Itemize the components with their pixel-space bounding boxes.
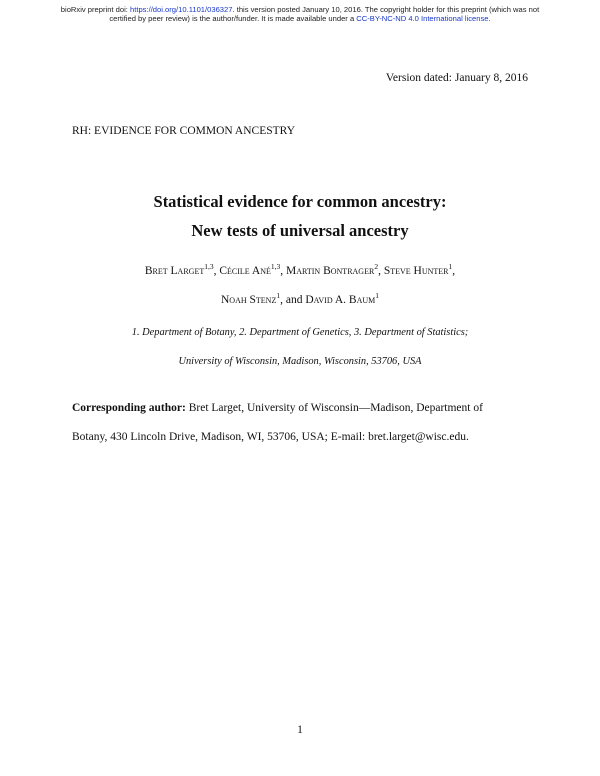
banner-line-2 bbox=[0, 14, 600, 23]
running-head: RH: EVIDENCE FOR COMMON ANCESTRY bbox=[72, 125, 295, 137]
preprint-banner bbox=[0, 5, 600, 24]
author-line-2 bbox=[0, 291, 600, 306]
author-name: David A. Baum bbox=[305, 294, 376, 306]
author-affil: 1,3 bbox=[204, 262, 214, 271]
author-name: Noah Stenz bbox=[221, 294, 277, 306]
banner-line2-suffix: . bbox=[488, 14, 491, 24]
author-line-1 bbox=[0, 262, 600, 277]
doi-link[interactable]: https://doi.org/10.1101/036327 bbox=[130, 5, 233, 14]
banner-line-1 bbox=[0, 5, 600, 14]
author-affil: 1 bbox=[448, 262, 453, 271]
author-name: Bret Larget bbox=[144, 265, 205, 277]
corresponding-author-line-2: Botany, 430 Lincoln Drive, Madison, WI, 53706, USA; E-mail: bret.larget@wisc.edu. bbox=[72, 431, 469, 443]
author-affil: 1 bbox=[375, 291, 379, 300]
author-separator: , bbox=[452, 265, 456, 277]
page-number: 1 bbox=[297, 724, 303, 736]
author-separator: , bbox=[280, 265, 287, 277]
author-separator: , bbox=[378, 265, 384, 277]
affiliation-line-2: University of Wisconsin, Madison, Wisconsin, 53706, USA bbox=[178, 356, 422, 367]
author-affil: 2 bbox=[374, 262, 379, 271]
author-name: Cécile Ané bbox=[219, 265, 271, 277]
author-name: Steve Hunter bbox=[383, 265, 449, 277]
banner-prefix: bioRxiv preprint doi: bbox=[60, 5, 131, 14]
banner-line1-suffix: . this version posted January 10, 2016. The copyright holder for this preprint (which was not bbox=[232, 5, 540, 14]
corresponding-author-text: Bret Larget, University of Wisconsin—Madison, Department of bbox=[185, 402, 483, 414]
version-date: Version dated: January 8, 2016 bbox=[385, 72, 528, 84]
title-line-1: Statistical evidence for common ancestry: bbox=[153, 192, 447, 211]
author-affil: 1,3 bbox=[270, 262, 281, 271]
license-link[interactable]: CC-BY-NC-ND 4.0 International license bbox=[356, 14, 489, 24]
corresponding-author-label: Corresponding author: bbox=[72, 402, 186, 414]
affiliation-line-1: 1. Department of Botany, 2. Department of Genetics, 3. Department of Statistics; bbox=[131, 327, 469, 338]
author-affil: 1 bbox=[276, 291, 281, 300]
banner-line2-prefix: certified by peer review) is the author/funder. It is made available under a bbox=[109, 14, 357, 24]
author-and: , and bbox=[280, 294, 306, 306]
corresponding-author-line-1 bbox=[72, 402, 532, 414]
author-name: Martin Bontrager bbox=[286, 265, 375, 277]
author-separator: , bbox=[213, 265, 220, 277]
title-line-2: New tests of universal ancestry bbox=[191, 221, 409, 240]
